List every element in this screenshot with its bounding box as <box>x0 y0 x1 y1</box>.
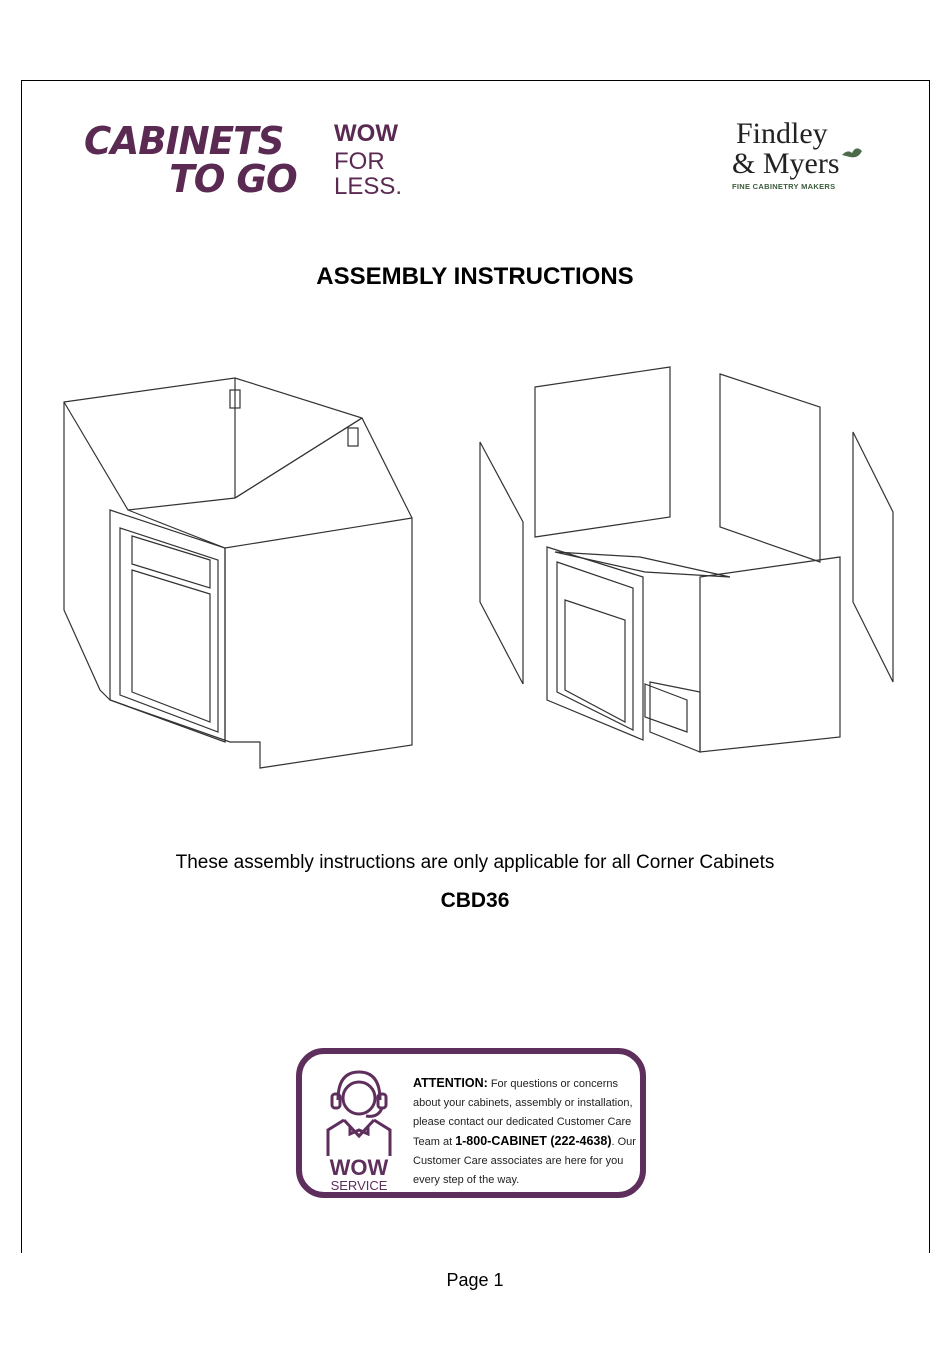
attention-body-end: . Our Customer Care associates are here for you every step of the way. <box>413 1136 636 1186</box>
page-number: Page 1 <box>446 1270 504 1290</box>
logo-line2: TO GO <box>169 157 297 201</box>
logo-line1: CABINETS <box>84 119 284 163</box>
cabinets-to-go-logo <box>82 118 404 202</box>
wow-badge-text: WOW <box>329 1155 389 1180</box>
attention-label: ATTENTION: <box>413 1076 488 1090</box>
model-number: CBD36 <box>440 889 510 912</box>
phone-number: 1-800-CABINET (222-4638) <box>455 1134 612 1148</box>
assembled-cabinet-drawing <box>60 370 420 775</box>
attention-body: For questions or concerns about your cabinets, assembly or installation, please contact our dedicated Customer Care Team at <box>413 1078 633 1148</box>
logo-tag-wow: WOW <box>334 120 398 147</box>
logo-tag-for: FOR <box>334 148 385 175</box>
attention-text <box>413 1074 643 1190</box>
logo-tag-less: LESS. <box>334 173 403 200</box>
logo-findley: Findley <box>736 117 828 150</box>
attention-box <box>296 1048 646 1198</box>
applicability-note: These assembly instructions are only applicable for all Corner Cabinets <box>175 852 775 873</box>
logo-tagline: FINE CABINETRY MAKERS <box>732 182 836 191</box>
service-badge-text: SERVICE <box>330 1178 388 1193</box>
customer-service-agent-icon <box>320 1064 398 1156</box>
findley-myers-logo <box>722 115 864 215</box>
leaf-icon <box>840 143 864 163</box>
logo-myers: & Myers <box>732 147 840 180</box>
page-title: ASSEMBLY INSTRUCTIONS <box>316 263 634 290</box>
exploded-cabinet-drawing <box>465 362 905 762</box>
